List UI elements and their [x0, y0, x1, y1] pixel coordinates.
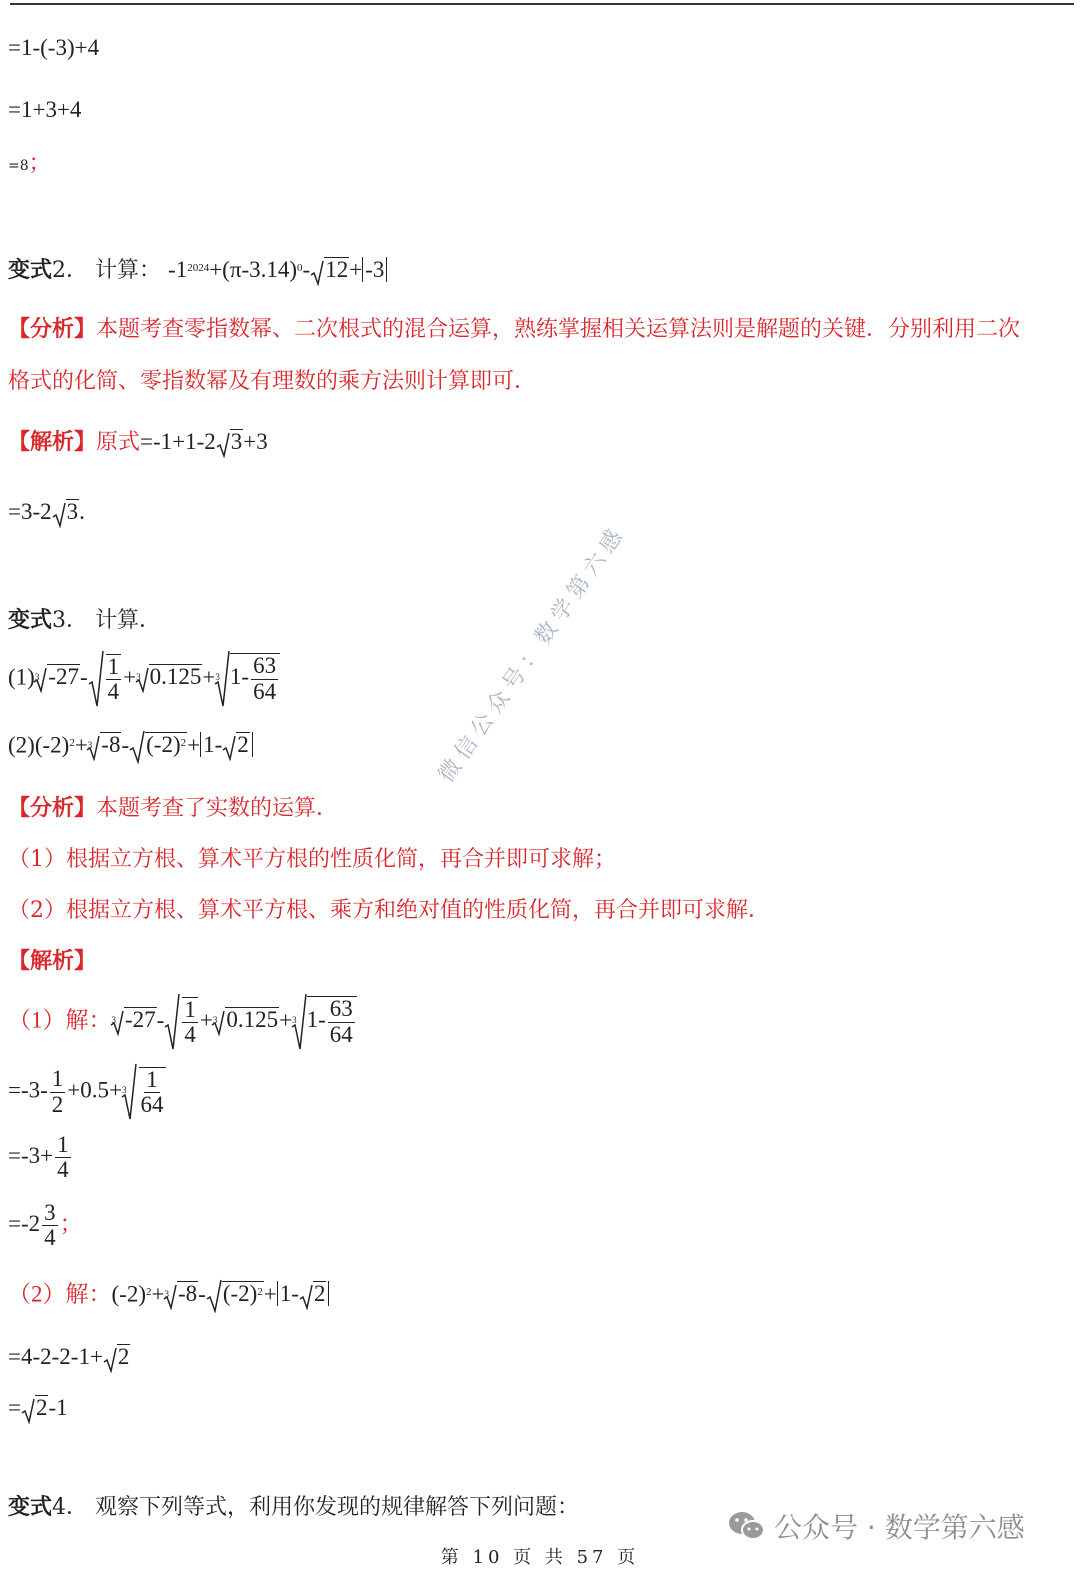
numerator: 1 [146, 1066, 158, 1092]
variant-label: 变式 [8, 257, 53, 283]
radicand: 0.125 [149, 664, 202, 690]
denominator: 4 [184, 1022, 196, 1047]
numerator: 63 [253, 653, 277, 679]
exponent: 2 [145, 1286, 152, 1299]
numerator: 3 [44, 1200, 56, 1225]
problem-label: (1) [8, 664, 35, 690]
solution-1-line-1 [8, 993, 357, 1051]
radicand: 2 [313, 1281, 326, 1307]
radicand: -27 [48, 664, 79, 690]
root-index: 3 [215, 672, 220, 683]
solution-2-line-3 [8, 1394, 68, 1424]
radicand: -8 [101, 732, 121, 758]
calc-line-3 [8, 150, 51, 178]
sqrt-symbol [103, 1344, 117, 1373]
sqrt-symbol [129, 730, 145, 764]
top-rule [10, 3, 1074, 5]
numerator: 1 [51, 1066, 64, 1092]
sqrt-symbol [88, 650, 104, 708]
question-text: 观察下列等式，利用你发现的规律解答下列问题： [95, 1495, 580, 1520]
expr-part: - [302, 257, 311, 282]
solution-2-line-2 [8, 1343, 130, 1373]
prompt: 计算． [95, 608, 162, 633]
operator: - [156, 1007, 165, 1033]
calc-line-1: =1-(-3)+4 [8, 35, 100, 60]
semicolon: ； [59, 1210, 83, 1236]
solution-1-line-2 [8, 1063, 168, 1121]
root-index: 3 [122, 1085, 127, 1096]
radicand: 0.125 [226, 1007, 279, 1033]
variant-number: 2． [52, 258, 89, 283]
denominator: 4 [44, 1225, 56, 1251]
variant-2-analysis-2: 格式的化简、零指数幂及有理数的乘方法则计算即可． [8, 369, 537, 394]
expr-part: =-1+1-2 [140, 429, 216, 454]
exponent: 0 [297, 262, 303, 274]
sqrt-symbol [52, 499, 66, 528]
fraction [50, 1067, 66, 1116]
root-index: 3 [111, 1015, 116, 1026]
solution-prefix: 原式 [96, 430, 141, 455]
operator: - [291, 1281, 299, 1307]
calc-line-2: =1+3+4 [8, 97, 82, 122]
problem-label: (2) [8, 732, 35, 758]
operator: + [263, 1281, 277, 1307]
operator: + [123, 664, 137, 690]
fraction [55, 1133, 71, 1182]
operator: - [121, 732, 130, 758]
absolute-value [200, 732, 253, 757]
analysis-text: 本题考查零指数幂、二次根式的混合运算，熟练掌握相关运算法则是解题的关键．分别利用二次 [96, 317, 1021, 342]
brand-text: 公众号 · 数学第六感 [774, 1511, 1025, 1544]
variant-3-analysis-1 [8, 795, 338, 823]
problem-1 [8, 650, 280, 708]
operator: + [74, 732, 88, 758]
denominator: 4 [107, 679, 120, 704]
exponent: 2 [69, 737, 75, 750]
denominator: 64 [140, 1092, 164, 1117]
operator: + [199, 1007, 213, 1033]
variant-number: 4． [52, 1495, 89, 1520]
expr-part: =3-2 [8, 499, 52, 524]
radicand-part: 1 [306, 1007, 319, 1033]
sqrt-symbol [222, 733, 236, 762]
denominator: 64 [329, 1021, 353, 1047]
exponent: 2024 [187, 262, 210, 274]
root-index: 3 [136, 672, 141, 683]
root-index: 3 [34, 672, 40, 683]
radicand: 2 [117, 1344, 130, 1369]
root-index: 3 [292, 1015, 297, 1026]
expr-part: =4-2-2-1+ [8, 1344, 103, 1369]
fraction [182, 997, 198, 1047]
radicand-part: 1 [229, 664, 242, 690]
expr-part: =-3- [8, 1077, 48, 1103]
radicand: -8 [177, 1281, 198, 1307]
expr-part: = [8, 1395, 21, 1420]
expression [168, 257, 387, 282]
sqrt-symbol [21, 1395, 35, 1424]
absolute-value [277, 1281, 330, 1306]
expr-part: (-2) [222, 1281, 258, 1307]
denominator: 2 [51, 1091, 64, 1117]
variant-3-analysis-2: （1）根据立方根、算术平方根的性质化简，再合并即可求解； [8, 847, 616, 872]
operator: - [241, 664, 250, 690]
solution-1-line-4 [8, 1201, 83, 1250]
variant-3-analysis-3: （2）根据立方根、算术平方根、乘方和绝对值的性质化简，再合并即可求解． [8, 898, 770, 923]
variant-3-solution-tag: 【解析】 [8, 948, 97, 974]
fraction [106, 654, 122, 704]
analysis-tag: 【分析】 [8, 795, 97, 821]
denominator: 64 [253, 678, 277, 704]
solution-expr [140, 429, 268, 454]
radicand: 2 [35, 1395, 48, 1420]
variant-label: 变式 [8, 607, 53, 633]
expr-part: =-3+ [8, 1142, 54, 1168]
radicand: 2 [237, 732, 249, 758]
root-index: 3 [212, 1015, 218, 1026]
numerator: 63 [329, 996, 353, 1022]
sqrt-symbol [206, 1279, 222, 1313]
variant-label: 变式 [8, 1494, 53, 1520]
variant-2-analysis-1 [8, 316, 1020, 344]
operator: + [187, 732, 201, 758]
solution-2-line-1 [8, 1279, 329, 1313]
numerator: 1 [184, 996, 196, 1022]
denominator: 4 [57, 1157, 69, 1183]
expr-part: +(π-3.14) [209, 257, 298, 282]
radicand [145, 732, 187, 757]
expr-part: + [349, 257, 363, 282]
solution-tag: 【解析】 [8, 429, 97, 455]
exponent: 2 [257, 1286, 263, 1299]
radicand: 3 [66, 499, 79, 524]
radicand [222, 1281, 264, 1306]
radicand-group [230, 653, 280, 703]
operator: - [80, 664, 88, 690]
expr-part: =-2 [8, 1210, 41, 1236]
root-index: 3 [164, 1289, 169, 1300]
analysis-tag: 【分析】 [8, 316, 97, 342]
numerator: 1 [107, 653, 120, 679]
operator: + [151, 1281, 165, 1307]
solution-label: （2）解： [8, 1281, 112, 1307]
radicand-group [307, 996, 357, 1046]
expr-part: 1 [203, 732, 215, 758]
variant-number: 3． [52, 608, 89, 633]
radicand: 3 [230, 429, 243, 454]
sqrt-symbol [164, 993, 180, 1051]
operator: - [198, 1281, 206, 1307]
exponent: 2 [180, 737, 187, 750]
radicand: 12 [325, 257, 349, 282]
variant-2-solution-2 [8, 498, 85, 528]
variant-3-question [8, 607, 161, 635]
variant-2-solution-1 [8, 428, 268, 458]
solution-label: （1）解： [8, 1007, 112, 1033]
expr-part: (-2) [111, 1281, 146, 1307]
fraction [251, 654, 278, 703]
expr-part: (-2) [146, 732, 181, 758]
expr-part: +0.5+ [67, 1077, 122, 1103]
radicand: -27 [125, 1007, 156, 1033]
solution-1-line-3 [8, 1133, 73, 1182]
problem-2 [8, 730, 253, 764]
calc-line-3-value: =8 [8, 158, 29, 174]
expr-part: -1 [48, 1395, 68, 1420]
analysis-text: 本题考查了实数的运算． [96, 796, 339, 821]
numerator: 1 [57, 1132, 69, 1157]
absolute-value: -3 [362, 257, 387, 282]
sqrt-symbol [299, 1282, 313, 1311]
fraction [328, 997, 355, 1046]
expr-part: 1 [279, 1281, 292, 1307]
fraction [42, 1201, 58, 1250]
calc-line-3-semicolon: ； [28, 151, 51, 176]
prompt: 计算： [95, 258, 162, 283]
root-index: 3 [87, 740, 93, 751]
sqrt-symbol [310, 257, 324, 286]
fraction [139, 1067, 166, 1117]
sqrt-symbol [216, 429, 230, 458]
expr-part: (-2) [34, 732, 70, 758]
variant-4-question [8, 1494, 579, 1522]
operator: - [318, 1007, 326, 1033]
expr-part: -1 [168, 257, 188, 282]
variant-2-question [8, 256, 387, 286]
expr-part: +3 [243, 429, 268, 454]
page-footer: 第 10 页 共 57 页 [440, 1547, 640, 1568]
expr-part: . [79, 499, 85, 524]
watermark: 微信公众号：数学第六感 [434, 520, 632, 788]
operator: + [279, 1007, 293, 1033]
operator: + [202, 664, 216, 690]
operator: - [214, 732, 223, 758]
